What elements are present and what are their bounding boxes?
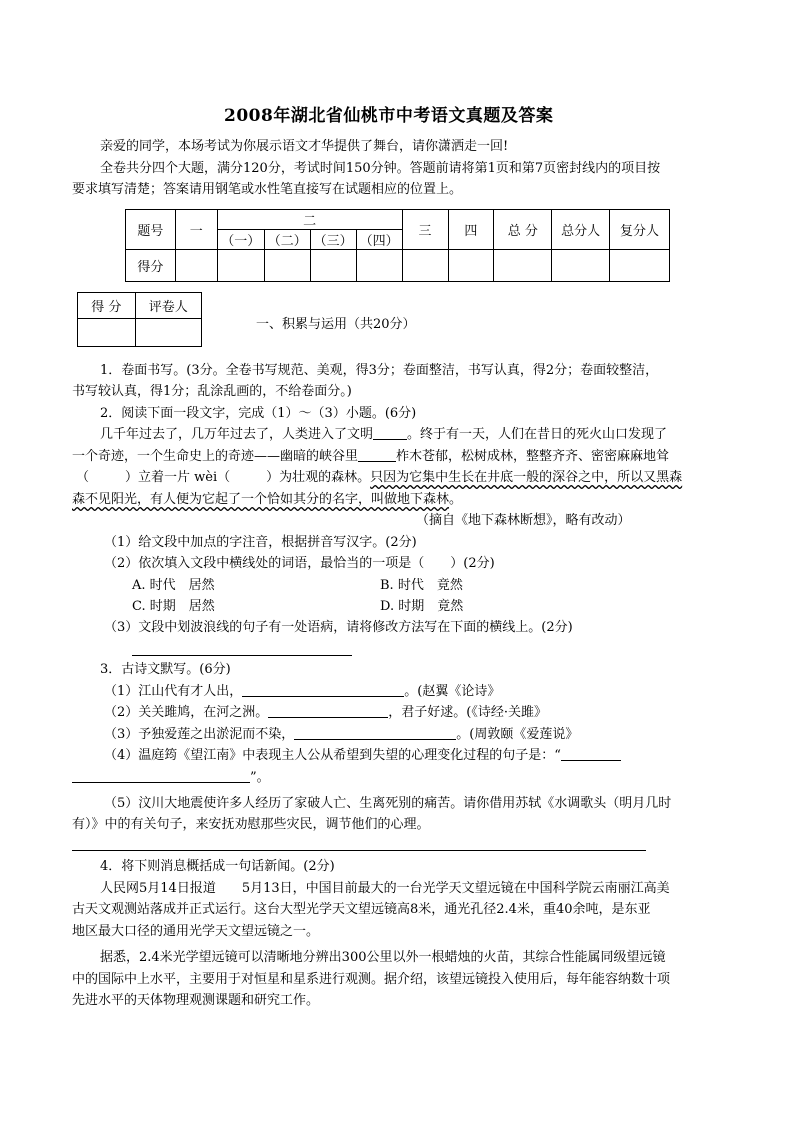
question-3-stem: 3．古诗文默写。(6分) (100, 662, 231, 677)
passage-line-1 (100, 425, 667, 445)
passage-source: （摘自《地下森林断想》，略有改动） (416, 513, 631, 528)
passage-text: 。终于有一天，人们在昔日的死火山口发现了 (407, 427, 668, 442)
score-cell[interactable] (610, 250, 670, 282)
score-cell[interactable] (448, 250, 494, 282)
news-para-2-line-3: 先进水平的天体物理观测课题和研究工作。 (72, 993, 320, 1008)
page-title: 2008年湖北省仙桃市中考语文真题及答案 (224, 106, 554, 126)
option-c: C. 时期 居然 (132, 599, 215, 614)
header-sub-2: （二） (264, 230, 310, 250)
grader-score-label: 得 分 (78, 293, 136, 319)
section-heading: 一、积累与运用（共20分） (256, 317, 416, 332)
blank-field[interactable] (358, 447, 396, 462)
option-b: B. 时代 竟然 (380, 578, 463, 593)
header-part-4: 四 (448, 210, 494, 250)
sub-question-1: （1）给文段中加点的字注音，根据拼音写汉字。(2分) (104, 535, 417, 550)
row-label-score: 得分 (126, 250, 176, 282)
recitation-2 (104, 703, 547, 723)
recitation-source: 。(周敦颐《爱莲说》 (456, 727, 579, 742)
option-a: A. 时代 居然 (132, 578, 215, 593)
passage-text: ）为壮观的森林。 (266, 470, 371, 485)
header-question-number: 题号 (126, 210, 176, 250)
answer-line[interactable] (72, 850, 646, 851)
recitation-text: （1）江山代有才人出， (104, 684, 243, 699)
grader-score-cell[interactable] (78, 319, 136, 347)
passage-text: 一个奇迹，一个生命史上的奇迹——幽暗的峡谷里 (72, 449, 359, 464)
intro-instructions-2: 要求填写清楚；答案请用钢笔或水性笔直接写在试题相应的位置上。 (72, 182, 463, 197)
intro-greeting: 亲爱的同学，本场考试为你展示语文才华提供了舞台，请你潇洒走一回! (100, 139, 509, 154)
blank-field[interactable] (373, 425, 407, 440)
score-cell[interactable] (356, 250, 402, 282)
passage-text: ）立着一片 wèi（ (125, 470, 231, 485)
blank-field[interactable] (72, 768, 250, 783)
wavy-underlined-text: 森不见阳光，有人便为它起了一个恰如其分的名字，叫做地下森林 (72, 492, 450, 507)
grader-name-cell[interactable] (135, 319, 201, 347)
question-2-stem: 2．阅读下面一段文字，完成（1）～（3）小题。(6分) (100, 406, 417, 421)
recitation-1 (104, 682, 500, 702)
news-para-1-line-3: 地区最大口径的通用光学天文望远镜之一。 (72, 924, 320, 939)
recitation-text: （4）温庭筠《望江南》中表现主人公从希望到失望的心理变化过程的句子是：“ (104, 748, 561, 763)
header-part-1: 一 (175, 210, 217, 250)
news-para-1-line-1: 人民网5月14日报道 5月13日，中国目前最大的一台光学天文望远镜在中国科学院云南丽江高美 (100, 881, 670, 896)
header-rechecker: 复分人 (610, 210, 670, 250)
question-4-stem: 4．将下则消息概括成一句话新闻。(2分) (100, 859, 335, 874)
recitation-3 (104, 725, 578, 745)
score-cell[interactable] (310, 250, 356, 282)
score-cell[interactable] (175, 250, 217, 282)
blank-field[interactable] (294, 725, 456, 740)
header-sub-4: （四） (356, 230, 402, 250)
recitation-source: ，君子好逑。(《诗经·关雎》 (388, 705, 547, 720)
recitation-close: ”。 (250, 770, 270, 785)
passage-line-4 (72, 490, 462, 510)
header-part-2: 二 (217, 210, 402, 230)
passage-text: 几千年过去了，几万年过去了，人类进入了文明 (100, 427, 374, 442)
passage-text: 。 (449, 492, 463, 507)
recitation-text: （3）予独爱莲之出淤泥而不染， (104, 727, 295, 742)
grader-name-label: 评卷人 (135, 293, 201, 319)
recitation-5-line-1: （5）汶川大地震使许多人经历了家破人亡、生离死别的痛苦。请你借用苏轼《水调歌头（明月几时 (104, 796, 672, 811)
score-cell[interactable] (552, 250, 610, 282)
sub-question-2: （2）依次填入文段中横线处的词语，最恰当的一项是（ ）(2分) (104, 556, 495, 571)
news-para-2-line-2: 中的国际中上水平，主要用于对恒星和星系进行观测。据介绍，该望远镜投入使用后，每年能容纳数十项 (72, 972, 671, 987)
blank-field[interactable] (561, 746, 621, 761)
recitation-text: （2）关关雎鸠，在河之洲。 (104, 705, 269, 720)
intro-instructions-1: 全卷共分四个大题，满分120分，考试时间150分钟。答题前请将第1页和第7页密封线内的项目按 (100, 161, 661, 176)
passage-line-3 (76, 468, 682, 488)
answer-line[interactable] (132, 655, 352, 656)
score-cell[interactable] (494, 250, 552, 282)
score-table (125, 209, 670, 282)
blank-field[interactable] (242, 682, 404, 697)
bracket-open: （ (76, 470, 90, 485)
recitation-4-continued (72, 768, 270, 788)
news-para-2-line-1: 据悉，2.4米光学望远镜可以清晰地分辨出300公里以外一根蜡烛的火苗，其综合性能属同级望远镜 (100, 950, 666, 965)
option-d: D. 时期 竟然 (380, 599, 464, 614)
wavy-underlined-text: 只因为它集中生长在井底一般的深谷之中，所以又黑森 (370, 470, 683, 485)
question-1-line-2: 书写较认真，得1分；乱涂乱画的，不给卷面分。) (72, 384, 352, 399)
recitation-source: 。(赵翼《论诗》 (404, 684, 501, 699)
header-sub-3: （三） (310, 230, 356, 250)
passage-text: 柞木苍郁，松树成林，整整齐齐、密密麻麻地耸 (396, 449, 670, 464)
recitation-5-line-2: 有）》中的有关句子，来安抚劝慰那些灾民，调节他们的心理。 (72, 817, 430, 832)
news-para-1-line-2: 古天文观测站落成并正式运行。这台大型光学天文望远镜高8米，通光孔径2.4米，重40余吨，是东亚 (72, 902, 651, 917)
header-part-3: 三 (402, 210, 448, 250)
score-cell[interactable] (402, 250, 448, 282)
header-sub-1: （一） (217, 230, 264, 250)
recitation-4 (104, 746, 621, 766)
header-total: 总 分 (494, 210, 552, 250)
grader-box (77, 292, 202, 347)
header-scorer: 总分人 (552, 210, 610, 250)
passage-line-2 (72, 447, 669, 467)
score-cell[interactable] (264, 250, 310, 282)
blank-field[interactable] (268, 703, 388, 718)
question-1-line-1: 1．卷面书写。(3分。全卷书写规范、美观，得3分；卷面整洁，书写认真，得2分；卷面较整洁， (100, 363, 659, 378)
sub-question-3: （3）文段中划波浪线的句子有一处语病，请将修改方法写在下面的横线上。(2分) (104, 620, 573, 635)
score-cell[interactable] (217, 250, 264, 282)
